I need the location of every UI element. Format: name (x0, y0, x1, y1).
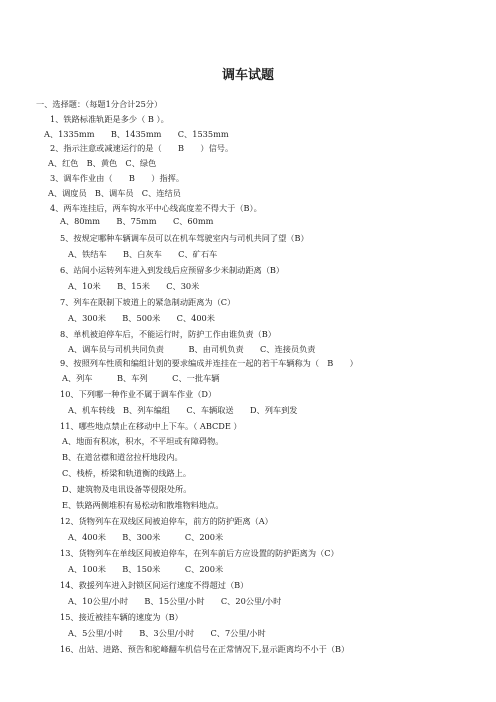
question-7: 7、列车在限制下坡道上的紧急制动距离为（C） (60, 297, 236, 307)
question-2: 2、指示注意或减速运行的是（ B ）信号。 (50, 143, 234, 153)
options-5: A、铁结车 B、白灰车 C、矿石车 (68, 249, 218, 259)
option-11-c: C、栈桥，桥梁和轨道衡的线路上。 (62, 468, 192, 478)
options-10: A、机车转线 B、列车编组 C、车辆取送 D、列车到发 (68, 405, 298, 415)
question-5: 5、按规定哪种车辆调车员可以在机车驾驶室内与司机共同了望（B） (60, 233, 309, 243)
option-11-e: E、铁路两侧堆积有易松动和散堆物料地点。 (62, 500, 224, 510)
options-8: A、调车员与司机共同负责 B、由司机负责 C、连接员负责 (68, 344, 316, 354)
option-11-b: B、在道岔襟和道岔拉杆地段内。 (62, 452, 183, 462)
options-15: A、5公里/小时 B、3公里/小时 C、7公里/小时 (68, 628, 266, 638)
document-title: 调车试题 (221, 68, 274, 83)
question-14: 14、救援列车进入封锁区间运行速度不得超过（B） (60, 580, 249, 590)
question-1: 1、铁路标准轨距是多少（ B ）。 (50, 114, 169, 124)
options-6: A、10米 B、15米 C、30米 (68, 281, 200, 291)
question-10: 10、下列哪一种作业不属于调车作业（D） (60, 389, 217, 399)
option-11-a: A、地面有积冰，积水，不平坦或有障碍物。 (62, 436, 224, 446)
options-1: A、1335mm B、1435mm C、1535mm (44, 129, 229, 139)
question-3: 3、调车作业由（ B ）指挥。 (50, 173, 185, 183)
question-13: 13、货物列车在单线区间被迫停车，在列车前后方应设置的防护距离为（C） (60, 548, 339, 558)
question-12: 12、货物列车在双线区间被迫停车，前方的防护距离（A） (60, 516, 273, 526)
question-9: 9、按照列车性质和编组计划的要求编成并连挂在一起的若干车辆称为（ B ） (60, 358, 358, 368)
question-16: 16、出站、进路、预告和驼峰翻车机信号在正常情况下,显示距离均不小于（B） (60, 644, 350, 654)
options-14: A、10公里/小时 B、15公里/小时 C、20公里/小时 (68, 596, 282, 606)
options-3: A、调度员 B、调车员 C、连结员 (48, 188, 181, 198)
options-7: A、300米 B、500米 C、400米 (68, 313, 215, 323)
options-4: A、80mm B、75mm C、60mm (60, 216, 214, 226)
options-13: A、100米 B、150米 C、200米 (68, 564, 224, 574)
section-heading: 一、选择题：（每题1分合计25分） (36, 99, 163, 109)
question-4: 4、两车连挂后，两车钩水平中心线高度差不得大于（B）。 (50, 203, 262, 213)
option-11-d: D、建筑物及电讯设备等侵限处所。 (62, 484, 192, 494)
options-9: A、列车 B、车列 C、一批车辆 (62, 373, 220, 383)
question-15: 15、接近被挂车辆的速度为（B） (60, 612, 183, 622)
question-6: 6、站间小运转列车进入到发线后应预留多少米制动距离（B） (60, 265, 285, 275)
question-11: 11、哪些地点禁止在移动中上下车。（ ABCDE ） (60, 421, 242, 431)
options-12: A、400米 B、300米 C、200米 (68, 532, 224, 542)
question-8: 8、单机被迫停车后，不能运行时，防护工作由谁负责（B） (60, 329, 276, 339)
options-2: A、红色 B、黄色 C、绿色 (48, 158, 157, 168)
